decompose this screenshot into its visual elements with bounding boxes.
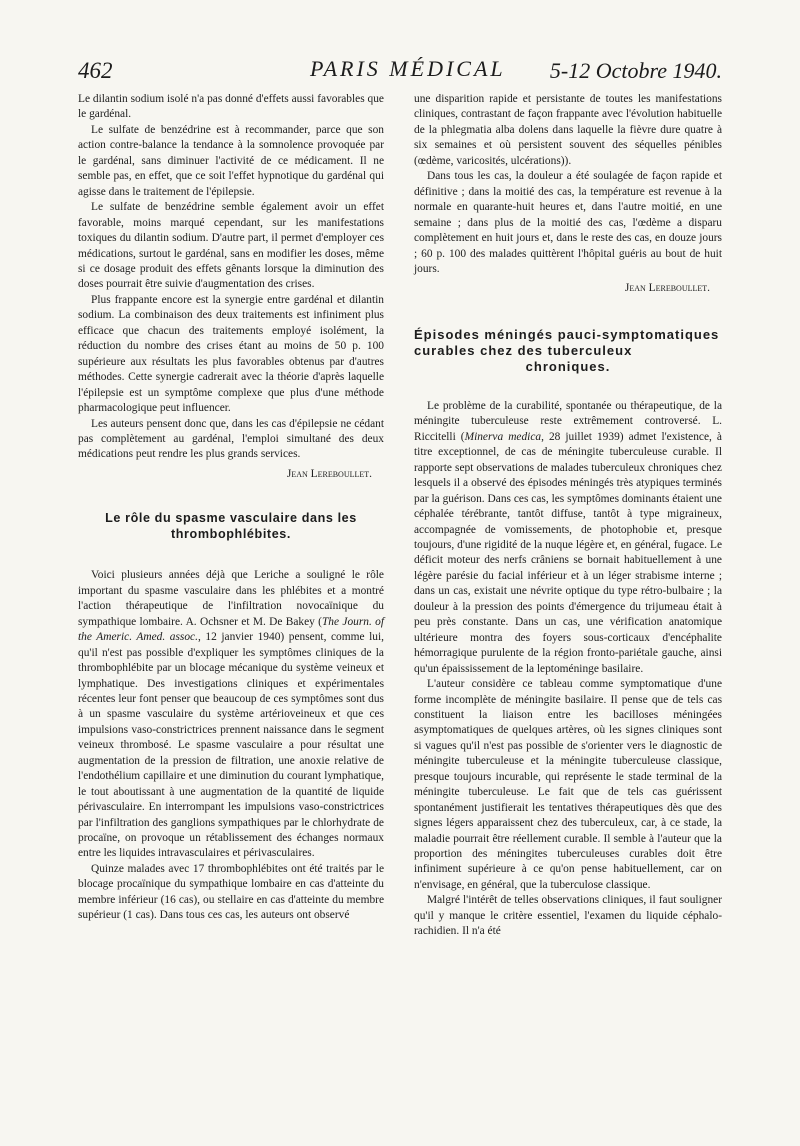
paragraph: [414, 399, 722, 677]
paragraph: Le dilantin sodium isolé n'a pas donné d'effets aussi favorables que le gardénal.: [78, 93, 384, 121]
paragraph: L'auteur considère ce tableau comme symptomatique d'une forme incomplète de méningite basilaire. Il pense que de tels cas constituent la liaison entre les bacilloses méningées asymptomatiques de quelques artères, où les signes cliniques sont si vagues qu'il n'est pas possible de s'orienter vers le diagnostic de méningite tuberculeuse et la méningite tuberculeuse classique, presque toujours incurable, qui représente le stade terminal de la méningite tuberculeuse. Le fait que de tels cas guérissent spontanément justifierait les tentatives thérapeutiques dès que des signes légers apparaissent chez des tuberculeux, car, à ce stade, la maladie pourrait être réellement curable. Il semble à l'auteur que la proportion des méningites tuberculeuses curables doit être infiniment supérieure à ce qu'on pense habituellement, car on n'envisage, en général, que la tuberculose classique.: [414, 678, 722, 891]
paragraph: Les auteurs pensent donc que, dans les cas d'épilepsie ne cédant pas complètement au gardénal, l'emploi simultané des deux médications peut rendre les plus grands services.: [78, 417, 384, 461]
paragraph: Le sulfate de benzédrine semble également avoir un effet favorable, moins marqué cependant, sur les manifestations toxiques du dilantin sodium. D'autre part, il permet d'employer ces médications, surtout le gardénal, sans en modifier les doses, même si ce dosage produit des effets gênants lorsque la diminution des doses pourrait être suivie d'augmentation des crises.: [78, 201, 384, 291]
left-column: [78, 92, 384, 924]
article-heading: [414, 327, 722, 375]
paragraph: [78, 568, 384, 862]
page-number: 462: [78, 58, 113, 83]
journal-title: PARIS MÉDICAL: [310, 56, 506, 81]
text-run: , 28 juillet 1939) admet l'existence, à titre exceptionnel, de cas de méningite tuberculeuse curable. Il rapporte sept observations de malades tuberculeux chroniques chez lesquels il a observé des épisodes méningés très atypiques terminés par la guérison. Dans ces cas, les symptômes dominants étaient une céphalée térébrante, tantôt diffuse, tantôt à type migraineux, accompagnée de vomissements, de photophobie et, presque toujours, d'une rigidité de la nuque légère et, en général, fugace. Le déficit moteur des nerfs crâniens se bornait habituellement à une légère parésie du facial inférieur et à un léger strabisme interne ; dans un cas, existait une névrite optique du type rétro-bulbaire ; la douleur à la pression des points d'émergence du trijumeau était à peu près constante. Dans un cas, une vérification anatomique ultérieure montra des foyers sous-corticaux d'encéphalite hémorragique purulente de la région fronto-pariétale gauche, ainsi qu'un épaississement de la leptoméninge basilaire.: [414, 430, 722, 675]
text-run: Le problème de la curabilité, spontanée ou thérapeutique, de la méningite tuberculeuse reste extrêmement controversé. L. Riccitelli (: [414, 399, 722, 443]
article-heading: Le rôle du spasme vasculaire dans les thrombophlébites.: [105, 511, 357, 542]
text-run: Voici plusieurs années déjà que Leriche a souligné le rôle important du spasme vasculaire dans les phlébites et a montré l'action thérapeutique de l'infiltration novocaïnique du sympathique lombaire. A. Ochsner et M. De Bakey (: [78, 569, 384, 628]
paragraph: Le sulfate de benzédrine est à recommander, parce que son action contre-balance la tendance à la somnolence provoquée par le gardénal, sans diminuer l'activité de ce médicament. Il ne semble pas, en effet, que ce soit l'effet hypnotique du gardénal qui agisse dans le traitement de l'épilepsie.: [78, 123, 384, 198]
page-header: [0, 0, 800, 90]
journal-reference: Minerva medica: [464, 430, 542, 443]
paragraph: Dans tous les cas, la douleur a été soulagée de façon rapide et définitive ; dans la moitié des cas, la température est revenue à la normale en quarante-huit heures et, dans l'autre moitié, en une semaine ; dans plus de la moitié des cas, l'œdème a disparu complètement en huit jours et, dans le reste des cas, en douze jours ; 60 p. 100 des malades quittèrent l'hôpital guéris au bout de huit jours.: [414, 170, 722, 275]
issue-date: 5-12 Octobre 1940.: [549, 58, 722, 83]
paragraph: Malgré l'intérêt de telles observations cliniques, il faut souligner qu'il y manque le critère essentiel, l'examen du liquide céphalo-rachidien. Il n'a été: [414, 894, 722, 938]
heading-line: chroniques.: [525, 358, 611, 374]
paragraph: une disparition rapide et persistante de toutes les manifestations cliniques, contrastant de façon frappante avec l'évolution habituelle de la phlegmatia alba dolens dans laquelle la fièvre dure quatre à six semaines et où persistent souvent des séquelles pénibles (œdème, varicosités, ulcérations)).: [414, 93, 722, 167]
text-run: , 12 janvier 1940) pensent, comme lui, qu'il n'est pas possible d'expliquer les symptômes cliniques de la thrombophlébite par un blocage mécanique du système veineux et lymphatique. Des investigations cliniques et expérimentales récentes leur font penser que beaucoup de ces symptômes sont dus à un spasme vasculaire du système artérioveineux et que ces impulsions vaso-constrictrices prennent naissance dans le segment veineux thrombosé. Le spasme vasculaire a pour résultat une augmentation de la pression de filtration, une anoxie relative de l'endothélium capillaire et une diminution du courant lymphatique, le tout aboutissant à une augmentation de la quantité de liquide périvasculaire. En interrompant les impulsions vaso-constrictrices par l'infiltration des ganglions sympathiques par le chlorhydrate de procaïne, on provoque un rétablissement des échanges normaux entre les liquides intravasculaires et périvasculaires.: [78, 631, 384, 860]
right-column: [414, 92, 722, 940]
heading-line: Épisodes méningés pauci-symptomatiques curables chez des tuberculeux: [414, 326, 720, 358]
author-signature: Jean Lereboullet.: [624, 282, 710, 295]
paragraph: Quinze malades avec 17 thrombophlébites ont été traités par le blocage procaïnique du sympathique lombaire en cas d'atteinte du membre inférieur (16 cas), ou stellaire en cas d'atteinte du membre supérieur (1 cas). Dans tous ces cas, les auteurs ont observé: [78, 862, 384, 922]
paragraph: Plus frappante encore est la synergie entre gardénal et dilantin sodium. La combinaison des deux traitements est infiniment plus efficace que chacun des traitements employé isolément, la réduction du nombre des crises étant au moins de 50 p. 100 supérieure aux résultats les plus favorables obtenus par d'autres méthodes. Cette synergie cadrerait avec la théorie d'après laquelle l'épilepsie est un symptôme complexe que plus d'une méthode pharmacologique peut influencer.: [78, 293, 384, 415]
journal-reference: The Journ. of the Americ. Amed. assoc.: [78, 615, 384, 644]
author-signature: Jean Lereboullet.: [286, 467, 372, 480]
